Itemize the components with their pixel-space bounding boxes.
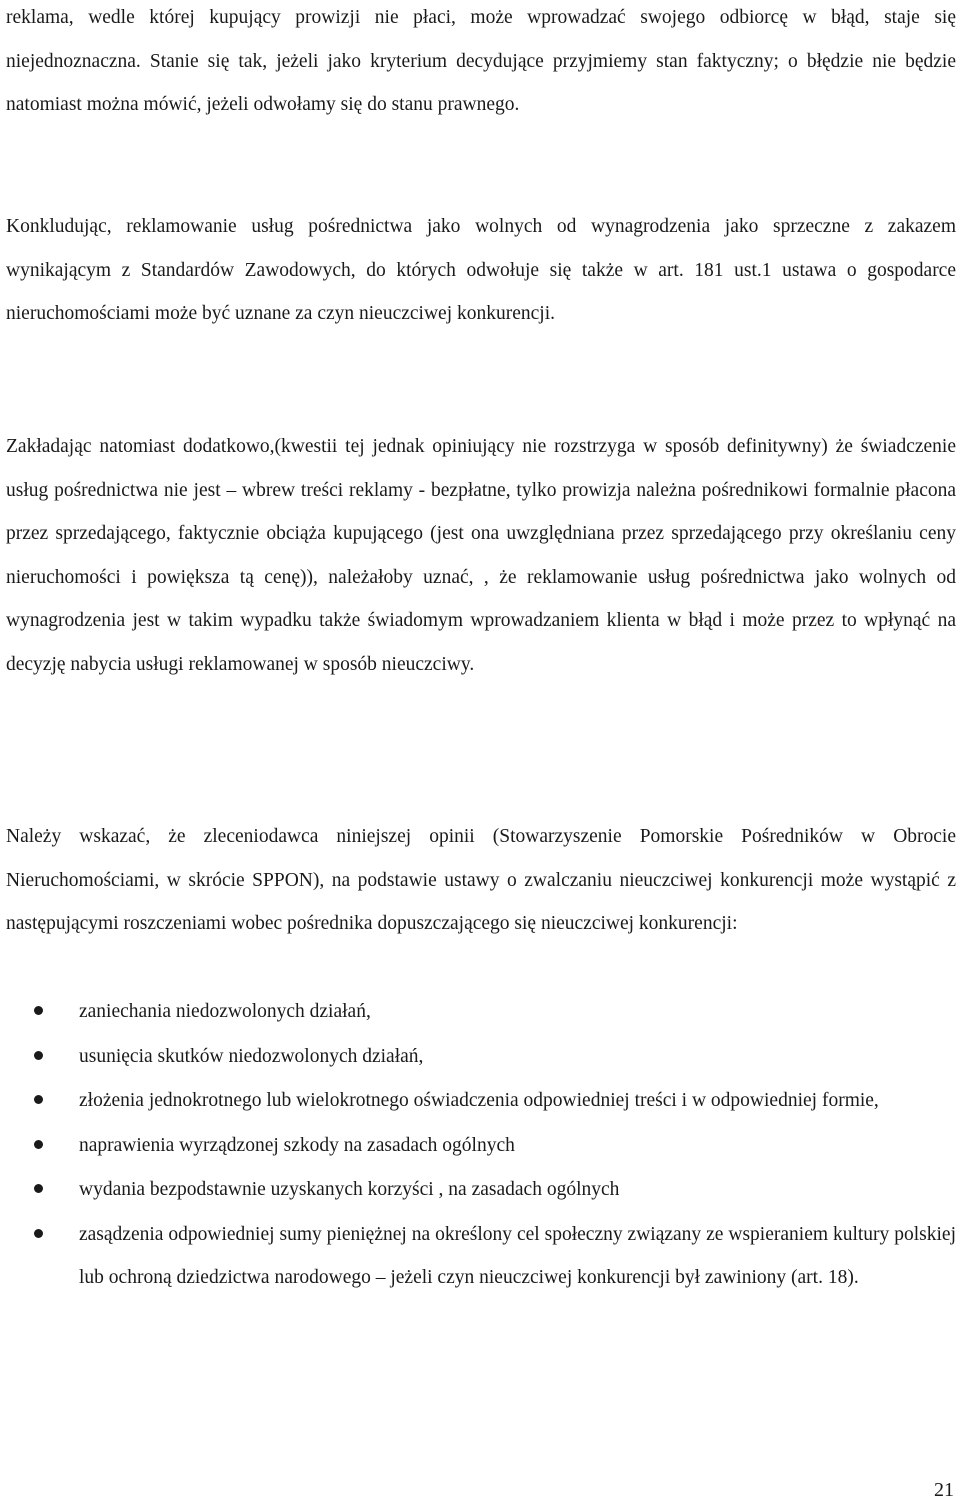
bullet-icon <box>34 1006 43 1015</box>
page-number: 21 <box>934 1479 954 1501</box>
list-item <box>6 1168 956 1212</box>
list-item-text: naprawienia wyrządzonej szkody na zasadach ogólnych <box>79 1134 515 1156</box>
bullet-icon <box>34 1051 43 1060</box>
list-item <box>6 1079 956 1123</box>
list-item <box>6 990 956 1034</box>
list-item <box>6 1035 956 1079</box>
list-item-text: zasądzenia odpowiedniej sumy pieniężnej na określony cel społeczny związany ze wspieraniem kultury polskiej lub ochroną dziedzictwa narodowego – jeżeli czyn nieuczciwej konkurencji był zawiniony (art. 18). <box>79 1223 956 1288</box>
bullet-icon <box>34 1140 43 1149</box>
paragraph-4: Należy wskazać, że zleceniodawca niniejszej opinii (Stowarzyszenie Pomorskie Pośredników w Obrocie Nieruchomościami, w skrócie SPPON), na podstawie ustawy o zwalczaniu nieuczciwej konkurencji może wystąpić z następującymi roszczeniami wobec pośrednika dopuszczającego się nieuczciwej konkurencji: <box>6 826 956 934</box>
bullet-icon <box>34 1229 43 1238</box>
list-item-text: zaniechania niedozwolonych działań, <box>79 1001 371 1022</box>
bullet-icon <box>34 1184 43 1193</box>
paragraph-3: Zakładając natomiast dodatkowo,(kwestii tej jednak opiniujący nie rozstrzyga w sposób definitywny) że świadczenie usług pośrednictwa nie jest – wbrew treści reklamy - bezpłatne, tylko prowizja należna pośrednikowi formalnie płacona przez sprzedającego, faktycznie obciąża kupującego (jest ona uwzględniana przez sprzedającego przy określaniu ceny nieruchomości i powiększa tą cenę)), należałoby uznać, , że reklamowanie usług pośrednictwa jako wolnych od wynagrodzenia jest w takim wypadku także świadomym wprowadzaniem klienta w błąd i może przez to wpłynąć na decyzję nabycia usługi reklamowanej w sposób nieuczciwy. <box>6 436 956 675</box>
list-item-text: złożenia jednokrotnego lub wielokrotnego oświadczenia odpowiedniej treści i w odpowiedniej formie, <box>79 1090 879 1111</box>
bullet-icon <box>34 1095 43 1104</box>
list-item-text: wydania bezpodstawnie uzyskanych korzyści , na zasadach ogólnych <box>79 1179 620 1200</box>
list-item <box>6 1124 956 1168</box>
paragraph-2: Konkludując, reklamowanie usług pośrednictwa jako wolnych od wynagrodzenia jako sprzeczne z zakazem wynikającym z Standardów Zawodowych, do których odwołuje się także w art. 181 ust.1 ustawa o gospodarce nieruchomościami może być uznane za czyn nieuczciwej konkurencji. <box>6 216 956 324</box>
paragraph-1: reklama, wedle której kupujący prowizji nie płaci, może wprowadzać swojego odbiorcę w błąd, staje się niejednoznaczna. Stanie się tak, jeżeli jako kryterium decydujące przyjmiemy stan faktyczny; o błędzie nie będzie natomiast można mówić, jeżeli odwołamy się do stanu prawnego. <box>6 7 956 115</box>
list-item <box>6 1213 956 1300</box>
claims-list <box>6 990 956 1301</box>
list-item-text: usunięcia skutków niedozwolonych działań, <box>79 1045 424 1067</box>
